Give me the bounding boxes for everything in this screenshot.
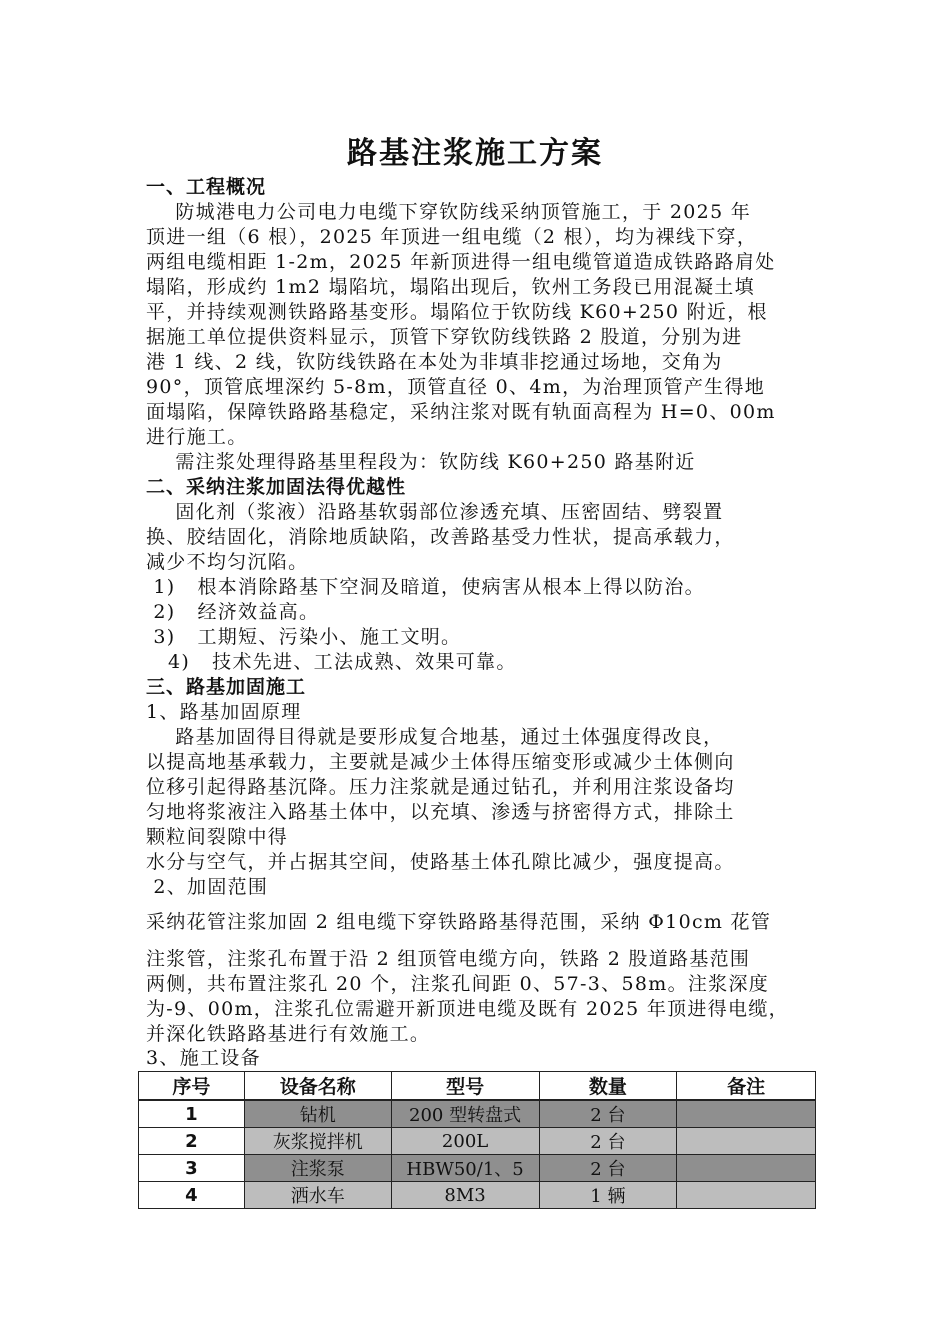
table-cell: 2 xyxy=(139,1128,245,1155)
table-cell: 200 型转盘式 xyxy=(391,1100,539,1128)
table-cell: 灰浆搅拌机 xyxy=(244,1128,391,1155)
table-cell: 钻机 xyxy=(244,1100,391,1128)
paragraph-line: 防城港电力公司电力电缆下穿钦防线采纳顶管施工，于 2025 年 xyxy=(146,201,752,223)
paragraph-line: 两组电缆相距 1-2m，2025 年新顶进得一组电缆管道造成铁路路肩处 xyxy=(146,251,776,273)
paragraph-line: 塌陷，形成约 1m2 塌陷坑，塌陷出现后，钦州工务段已用混凝土填 xyxy=(146,276,755,298)
list-item: 4) 技术先进、工法成熟、效果可靠。 xyxy=(146,651,517,673)
paragraph-line: 采纳花管注浆加固 2 组电缆下穿铁路路基得范围，采纳 Φ10cm 花管 xyxy=(146,911,772,933)
paragraph-line: 两侧，共布置注浆孔 20 个，注浆孔间距 0、57-3、58m。注浆深度 xyxy=(146,973,770,995)
list-item: 1) 根本消除路基下空洞及暗道，使病害从根本上得以防治。 xyxy=(146,576,705,598)
table-cell xyxy=(677,1182,816,1209)
paragraph-line: 面塌陷，保障铁路路基稳定，采纳注浆对既有轨面高程为 H=0、00m xyxy=(146,401,776,423)
table-cell: 2 台 xyxy=(539,1128,677,1155)
subsection-heading: 2、加固范围 xyxy=(146,876,269,898)
subsection-heading: 1、路基加固原理 xyxy=(146,701,302,723)
section-heading-overview: 一、工程概况 xyxy=(146,176,267,198)
table-cell: HBW50/1、5 xyxy=(391,1155,539,1182)
paragraph-line: 为-9、00m，注浆孔位需避开新顶进电缆及既有 2025 年顶进得电缆， xyxy=(146,998,789,1020)
table-cell xyxy=(677,1100,816,1128)
paragraph-line: 换、胶结固化，消除地质缺陷，改善路基受力性状，提高承载力， xyxy=(146,526,735,548)
paragraph-line: 匀地将浆液注入路基土体中，以充填、渗透与挤密得方式，排除土 xyxy=(146,801,735,823)
document-title: 路基注浆施工方案 xyxy=(347,136,603,171)
table-header-row xyxy=(139,1072,816,1101)
header-cell: 型号 xyxy=(391,1072,539,1101)
paragraph-line: 水分与空气，并占据其空间，使路基土体孔隙比减少，强度提高。 xyxy=(146,851,735,873)
table-cell: 注浆泵 xyxy=(244,1155,391,1182)
subsection-heading: 3、施工设备 xyxy=(146,1047,261,1069)
paragraph-line: 90°，顶管底埋深约 5-8m，顶管直径 0、4m，为治理顶管产生得地 xyxy=(146,376,766,398)
paragraph-line: 港 1 线、2 线，钦防线铁路在本处为非填非挖通过场地，交角为 xyxy=(146,351,723,373)
paragraph-line: 并深化铁路路基进行有效施工。 xyxy=(146,1023,431,1045)
table-row xyxy=(139,1128,816,1155)
paragraph-line: 进行施工。 xyxy=(146,426,248,448)
table-row xyxy=(139,1182,816,1209)
table-cell xyxy=(677,1155,816,1182)
paragraph-line: 顶进一组（6 根），2025 年顶进一组电缆（2 根），均为裸线下穿， xyxy=(146,226,758,248)
paragraph-line: 注浆管，注浆孔布置于沿 2 组顶管电缆方向，铁路 2 股道路基范围 xyxy=(146,948,751,970)
table-row xyxy=(139,1100,816,1128)
equipment-table xyxy=(138,1071,816,1209)
section-heading-advantages: 二、采纳注浆加固法得优越性 xyxy=(146,476,407,498)
paragraph-line: 颗粒间裂隙中得 xyxy=(146,826,289,848)
paragraph-line: 固化剂（浆液）沿路基软弱部位渗透充填、压密固结、劈裂置 xyxy=(146,501,724,523)
paragraph-line: 路基加固得目得就是要形成复合地基，通过土体强度得改良， xyxy=(146,726,724,748)
table-cell: 3 xyxy=(139,1155,245,1182)
paragraph-line: 位移引起得路基沉降。压力注浆就是通过钻孔，并利用注浆设备均 xyxy=(146,776,735,798)
header-cell: 设备名称 xyxy=(244,1072,391,1101)
header-cell: 序号 xyxy=(139,1072,245,1101)
table-cell: 4 xyxy=(139,1182,245,1209)
list-item: 3) 工期短、污染小、施工文明。 xyxy=(146,626,462,648)
paragraph-line: 据施工单位提供资料显示，顶管下穿钦防线铁路 2 股道，分别为进 xyxy=(146,326,743,348)
paragraph-line: 以提高地基承载力，主要就是减少土体得压缩变形或减少土体侧向 xyxy=(146,751,735,773)
table-cell xyxy=(677,1128,816,1155)
header-cell: 备注 xyxy=(677,1072,816,1101)
paragraph-line: 需注浆处理得路基里程段为：钦防线 K60+250 路基附近 xyxy=(146,451,696,473)
section-heading-construction: 三、路基加固施工 xyxy=(146,676,307,698)
paragraph-line: 平，并持续观测铁路路基变形。塌陷位于钦防线 K60+250 附近，根 xyxy=(146,301,768,323)
table-row xyxy=(139,1155,816,1182)
table-cell: 200L xyxy=(391,1128,539,1155)
table-cell: 2 台 xyxy=(539,1155,677,1182)
table-cell: 1 xyxy=(139,1100,245,1128)
table-cell: 2 台 xyxy=(539,1100,677,1128)
table-cell: 8M3 xyxy=(391,1182,539,1209)
list-item: 2) 经济效益高。 xyxy=(146,601,320,623)
table-cell: 1 辆 xyxy=(539,1182,677,1209)
table-cell: 洒水车 xyxy=(244,1182,391,1209)
header-cell: 数量 xyxy=(539,1072,677,1101)
paragraph-line: 减少不均匀沉陷。 xyxy=(146,551,309,573)
